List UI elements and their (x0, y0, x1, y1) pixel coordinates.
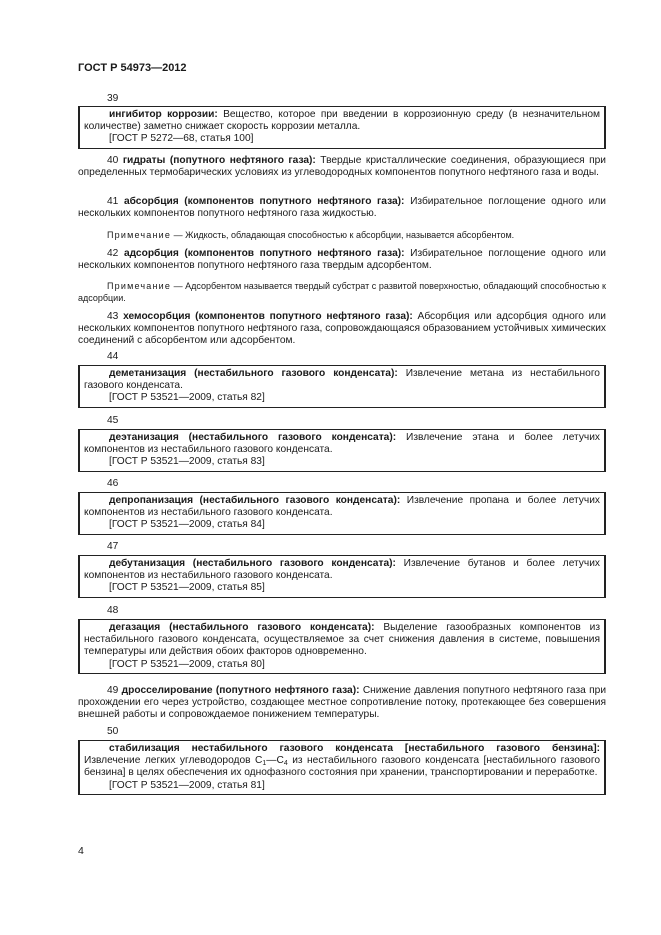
term: дросселирование (попутного нефтяного газа): (121, 685, 360, 696)
note: Примечание — Жидкость, обладающая способностью к абсорбции, называется абсорбентом. (107, 230, 515, 240)
source-reference: [ГОСТ Р 53521—2009, статья 82] (109, 392, 265, 404)
term-box (78, 619, 606, 674)
term-paragraph: 42 адсорбция (компонентов попутного нефтяного газа): Избирательное поглощение одного или нескольких компонентов попутного нефтяного газа твердым адсорбентом. (78, 248, 606, 272)
term-definition: дегазация (нестабильного газового конденсата): Выделение газообразных компонентов из нестабильного газового конденсата, осуществляемое за счет снижения давления в системе, повышения температуры или действия обоих факторов одновременно. (84, 622, 600, 658)
term: деэтанизация (нестабильного газового конденсата): (109, 432, 397, 443)
term: деметанизация (нестабильного газового конденсата): (109, 368, 398, 379)
term: абсорбция (компонентов попутного нефтяного газа): (123, 196, 405, 207)
term-paragraph: 49 дросселирование (попутного нефтяного газа): Снижение давления попутного нефтяного газа при прохождении его через устройство, создающее местное сопротивление потоку, протекающее без совершения внешней работы и сопровождаемое понижением температуры. (78, 685, 607, 721)
term-definition: ингибитор коррозии: Вещество, которое при введении в коррозионную среду (в незначительном количестве) заметно снижает скорость коррозии металла. (84, 109, 600, 133)
term: адсорбция (компонентов попутного нефтяного газа): (123, 248, 405, 259)
term: хемосорбция (компонентов попутного нефтяного газа): (123, 311, 413, 322)
term: дегазация (нестабильного газового конденсата): (109, 622, 375, 633)
term-paragraph: 40 гидраты (попутного нефтяного газа): Твердые кристаллические соединения, образующиеся при определенных термобарических условиях из углеводородных компонентов попутного нефтяного газа и воды. (78, 155, 606, 179)
document-header: ГОСТ Р 54973—2012 (78, 62, 187, 74)
term-box (78, 555, 606, 598)
source-reference: [ГОСТ Р 5272—68, статья 100] (109, 133, 254, 145)
term: стабилизация нестабильного газового конденсата [нестабильного газового бензина]: (109, 743, 600, 754)
entry-number: 45 (107, 415, 119, 426)
entry-number: 48 (107, 605, 119, 616)
source-reference: [ГОСТ Р 53521—2009, статья 80] (109, 658, 265, 670)
term-definition: деэтанизация (нестабильного газового конденсата): Извлечение этана и более летучих компонентов из нестабильного газового конденсата. (84, 432, 601, 456)
term: ингибитор коррозии: (109, 109, 218, 120)
term-definition: дебутанизация (нестабильного газового конденсата): Извлечение бутанов и более летучих компонентов из нестабильного газового конденсата. (84, 558, 600, 582)
entry-number: 50 (107, 726, 119, 737)
note-label: Примечание (107, 230, 172, 240)
entry-number: 39 (107, 93, 119, 104)
term: гидраты (попутного нефтяного газа): (122, 155, 316, 166)
term-box (78, 740, 606, 795)
term-paragraph: 43 хемосорбция (компонентов попутного нефтяного газа): Абсорбция или адсорбция одного или нескольких компонентов попутного нефтяного газа, сопровождающаяся образованием устойчивых химических соединений с абсорбентом или адсорбентом. (78, 311, 607, 347)
term: дебутанизация (нестабильного газового конденсата): (109, 558, 396, 569)
term: депропанизация (нестабильного газового конденсата): (109, 495, 401, 506)
term-box (78, 429, 606, 472)
source-reference: [ГОСТ Р 53521—2009, статья 83] (109, 456, 265, 468)
note-label: Примечание (107, 281, 172, 291)
term-definition: депропанизация (нестабильного газового конденсата): Извлечение пропана и более летучих компонентов из нестабильного газового конденсата. (84, 495, 600, 519)
term-paragraph: 41 абсорбция (компонентов попутного нефтяного газа): Избирательное поглощение одного или нескольких компонентов попутного нефтяного газа жидкостью. (78, 196, 606, 220)
term-box (78, 492, 606, 535)
entry-number: 47 (107, 541, 119, 552)
note: Примечание — Адсорбентом называется твердый субстрат с развитой поверхностью, обладающий способностью к адсорбции. (78, 281, 606, 303)
term-definition: деметанизация (нестабильного газового конденсата): Извлечение метана из нестабильного газового конденсата. (84, 368, 600, 392)
term-box (78, 365, 606, 408)
term-box (78, 106, 606, 149)
term-definition: стабилизация нестабильного газового конденсата [нестабильного газового бензина]: Извлечение легких углеводородов $С_1—С_4$ из нестабильного газового конденсата [нестабильного газового бензина] в целях обеспечения их однофазного состояния при хранении, транспортировании и переработке. (84, 743, 600, 779)
entry-number: 46 (107, 478, 119, 489)
entry-number: 44 (107, 351, 119, 362)
source-reference: [ГОСТ Р 53521—2009, статья 85] (109, 582, 265, 594)
source-reference: [ГОСТ Р 53521—2009, статья 81] (109, 779, 265, 791)
page-number: 4 (78, 845, 84, 857)
source-reference: [ГОСТ Р 53521—2009, статья 84] (109, 519, 265, 531)
